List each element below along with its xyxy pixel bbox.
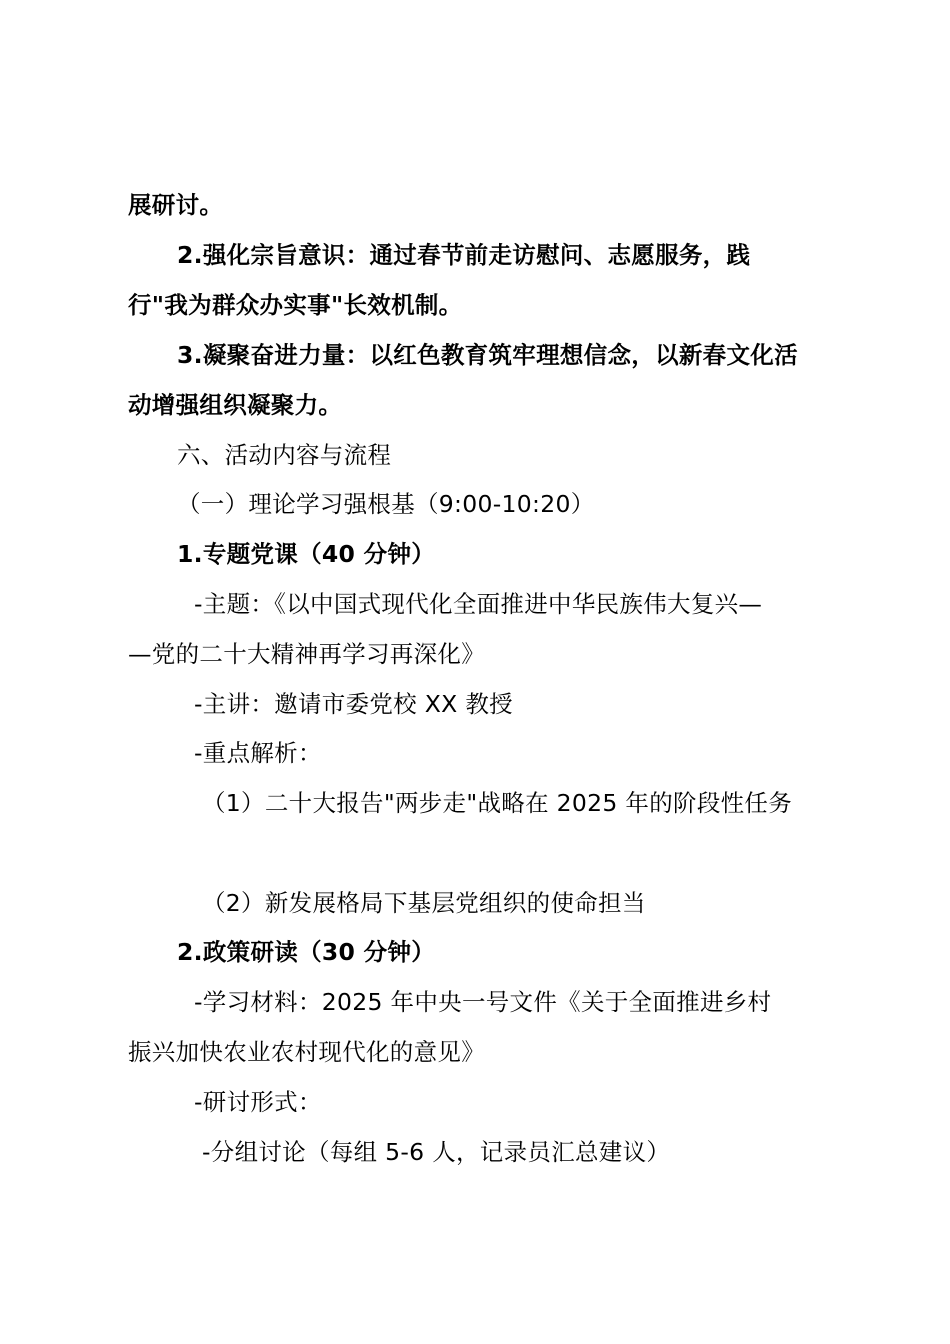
goal-3-line-1: 3.凝聚奋进力量：以红色教育筑牢理想信念，以新春文化活: [177, 341, 798, 369]
goal-3-line-2: 动增强组织凝聚力。: [128, 391, 343, 419]
key-analysis-label: -重点解析：: [194, 739, 322, 767]
lecture-theme-line-1: -主题：《以中国式现代化全面推进中华民族伟大复兴—: [194, 590, 763, 618]
goal-2-line-2: 行"我为群众办实事"长效机制。: [128, 291, 463, 319]
goal-2-line-1: 2.强化宗旨意识：通过春节前走访慰问、志愿服务，践: [177, 241, 751, 269]
item-heading-policy: 2.政策研读（30 分钟）: [177, 938, 436, 966]
lecture-theme-line-2: —党的二十大精神再学习再深化》: [128, 640, 485, 668]
subsection-heading-one: （一）理论学习强根基（9:00-10:20）: [177, 490, 595, 518]
lecture-speaker: -主讲：邀请市委党校 XX 教授: [194, 690, 513, 718]
item-heading-lecture: 1.专题党课（40 分钟）: [177, 540, 436, 568]
paragraph-continuation-line: 展研讨。: [128, 191, 224, 219]
analysis-point-1: （1）二十大报告"两步走"战略在 2025 年的阶段性任务: [202, 789, 793, 817]
study-material-line-1: -学习材料：2025 年中央一号文件《关于全面推进乡村: [194, 988, 772, 1016]
study-material-line-2: 振兴加快农业农村现代化的意见》: [128, 1038, 485, 1066]
analysis-point-2: （2）新发展格局下基层党组织的使命担当: [202, 889, 646, 917]
discussion-format-label: -研讨形式：: [194, 1088, 322, 1116]
group-discussion-detail: -分组讨论（每组 5-6 人，记录员汇总建议）: [202, 1138, 671, 1166]
section-heading-six: 六、活动内容与流程: [177, 441, 392, 469]
